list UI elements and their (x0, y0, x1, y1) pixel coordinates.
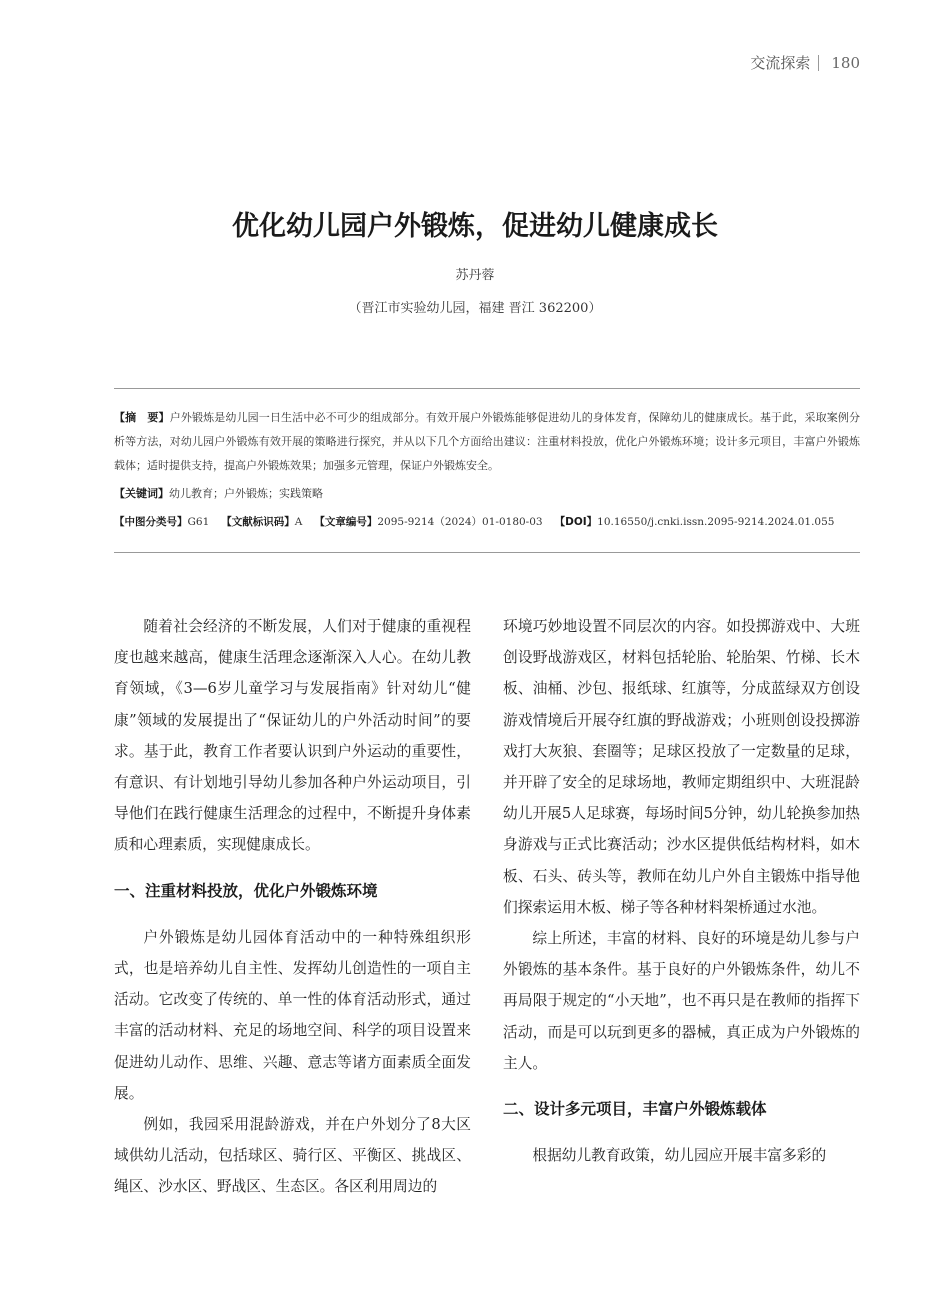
body-paragraph: 综上所述，丰富的材料、良好的环境是幼儿参与户外锻炼的基本条件。基于良好的户外锻炼条件，幼儿不再局限于规定的“小天地”，也不再只是在教师的指挥下活动，而是可以玩到更多的器械，真正成为户外锻炼的主人。 (503, 930, 860, 1072)
body-column-left (114, 611, 471, 1203)
body-paragraph: 户外锻炼是幼儿园体育活动中的一种特殊组织形式，也是培养幼儿自主性、发挥幼儿创造性的一项自主活动。它改变了传统的、单一性的体育活动形式，通过丰富的活动材料、充足的场地空间、科学的项目设置来促进幼儿动作、思维、兴趣、意志等诸方面素质全面发展。 (114, 928, 471, 1102)
abstract-text: 户外锻炼是幼儿园一日生活中必不可少的组成部分。有效开展户外锻炼能够促进幼儿的身体发育，保障幼儿的健康成长。基于此，采取案例分析等方法，对幼儿园户外锻炼有效开展的策略进行探究，并从以下几个方面给出建议：注重材料投放，优化户外锻炼环境；设计多元项目，丰富户外锻炼载体；适时提供支持，提高户外锻炼效果；加强多元管理，保证户外锻炼安全。 (114, 411, 861, 472)
body-paragraph: 环境巧妙地设置不同层次的内容。如投掷游戏中、大班创设野战游戏区，材料包括轮胎、轮胎架、竹梯、长木板、油桶、沙包、报纸球、红旗等，分成蓝绿双方创设游戏情境后开展夺红旗的野战游戏；小班则创设投掷游戏打大灰狼、套圈等；足球区投放了一定数量的足球，并开辟了安全的足球场地，教师定期组织中、大班混龄幼儿开展5人足球赛，每场时间5分钟，幼儿轮换参加热身游戏与正式比赛活动；沙水区提供低结构材料，如木板、石头、砖头等，教师在幼儿户外自主锻炼中指导他们探索运用木板、梯子等各种材料架桥通过水池。 (503, 618, 860, 916)
clc-value: G61 (187, 516, 210, 528)
article-no-label: 【文章编号】 (314, 516, 378, 528)
body-paragraph: 随着社会经济的不断发展，人们对于健康的重视程度也越来越高，健康生活理念逐渐深入人心。在幼儿教育领域，《3—6岁儿童学习与发展指南》针对幼儿“健康”领域的发展提出了“保证幼儿的户外活动时间”的要求。基于此，教育工作者要认识到户外运动的重要性，有意识、有计划地引导幼儿参加各种户外运动项目，引导他们在践行健康生活理念的过程中，不断提升身体素质和心理素质，实现健康成长。 (114, 618, 471, 854)
header-divider (818, 55, 819, 71)
abstract-label: 【摘 要】 (114, 411, 170, 424)
keywords-paragraph (114, 482, 860, 506)
abstract-top-rule (114, 388, 860, 389)
keywords-text: 幼儿教育；户外锻炼；实践策略 (169, 487, 323, 500)
running-header (750, 52, 860, 73)
section-heading-1: 一、注重材料投放，优化户外锻炼环境 (114, 881, 378, 900)
doc-code-label: 【文献标识码】 (221, 516, 295, 528)
abstract-bottom-rule (114, 552, 860, 553)
keywords-label: 【关键词】 (114, 487, 169, 500)
abstract-paragraph (114, 406, 860, 478)
header-section-name: 交流探索 (750, 54, 811, 72)
page-number: 180 (831, 53, 860, 72)
body-paragraph: 根据幼儿教育政策，幼儿园应开展丰富多彩的 (532, 1147, 827, 1165)
body-column-right (503, 611, 860, 1171)
section-heading-2: 二、设计多元项目，丰富户外锻炼载体 (503, 1100, 767, 1119)
clc-label: 【中图分类号】 (114, 516, 188, 528)
body-paragraph: 例如，我园采用混龄游戏，并在户外划分了8大区域供幼儿活动，包括球区、骑行区、平衡区、挑战区、绳区、沙水区、野战区、生态区。各区利用周边的 (114, 1116, 471, 1196)
doi-value: 10.16550/j.cnki.issn.2095-9214.2024.01.055 (597, 516, 835, 528)
abstract-block (114, 406, 860, 534)
meta-row (114, 510, 860, 534)
article-title: 优化幼儿园户外锻炼，促进幼儿健康成长 (232, 211, 718, 242)
article-no-value: 2095-9214（2024）01-0180-03 (377, 516, 543, 528)
doc-code-value: A (294, 516, 303, 528)
author-name: 苏丹蓉 (455, 268, 495, 283)
doi-label: 【DOI】 (554, 516, 598, 528)
author-affiliation: （晋江市实验幼儿园，福建 晋江 362200） (348, 301, 602, 316)
